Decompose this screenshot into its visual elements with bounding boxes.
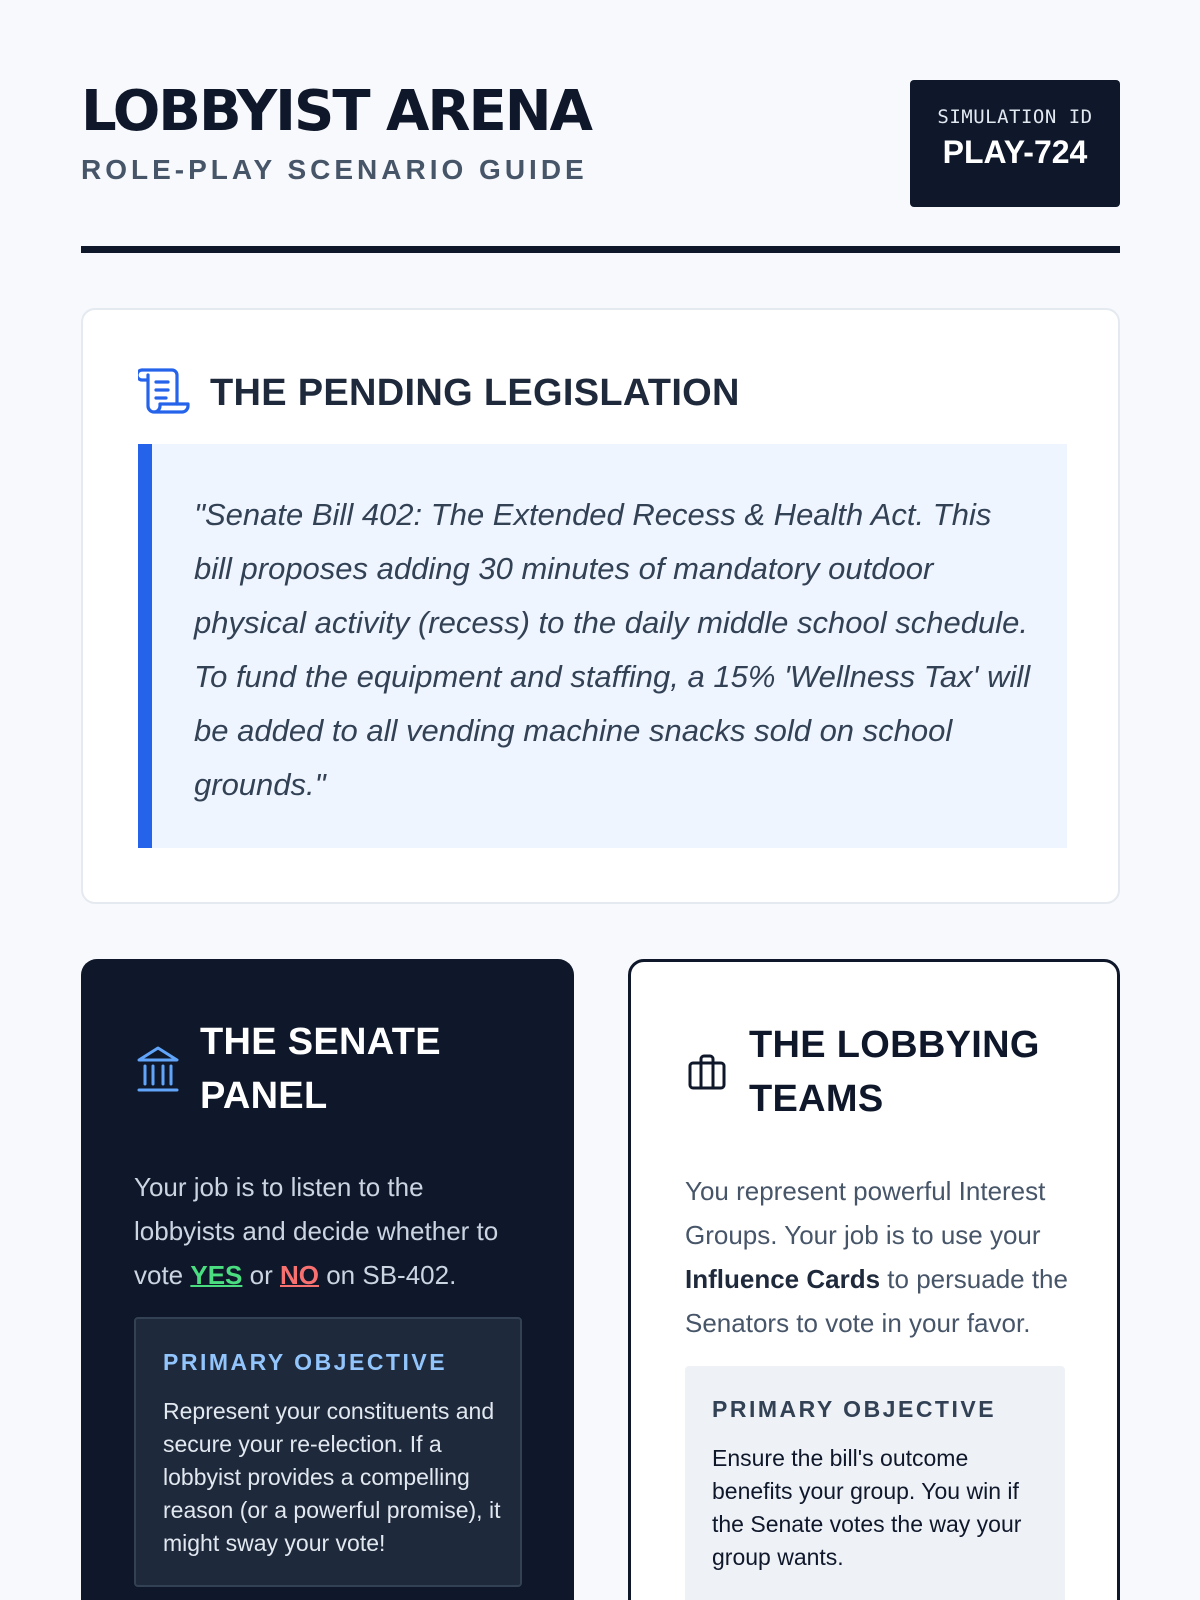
legislation-quote (138, 444, 1067, 848)
page-subtitle: ROLE-PLAY SCENARIO GUIDE (81, 154, 588, 185)
lobbying-objective-box (685, 1366, 1065, 1600)
influence-cards-label: Influence Cards (685, 1264, 881, 1294)
senate-objective-text: Represent your constituents and secure your re-election. If a lobbyist provides a compelling reason (or a powerful promise), it might sway your vote! (163, 1398, 501, 1556)
legislation-quote-text: "Senate Bill 402: The Extended Recess & Health Act. This bill proposes adding 30 minutes of mandatory outdoor physical activity (recess) to the daily middle school schedule. To fund the equipment and staffing, a 15% 'Wellness Tax' will be added to all vending machine snacks sold on school grounds." (194, 497, 1031, 802)
lobbying-objective-text: Ensure the bill's outcome benefits your group. You win if the Senate votes the way your group wants. (712, 1445, 1022, 1570)
senate-objective-box (134, 1317, 522, 1587)
vote-yes-label: YES (190, 1260, 243, 1290)
lobbying-description: You represent powerful Interest Groups. Your job is to use your Influence Cards to persuade the Senators to vote in your favor. (685, 1176, 1068, 1338)
senate-panel-header (136, 1015, 441, 1123)
senate-panel-title: THE SENATE PANEL (200, 1021, 441, 1117)
simulation-id-value: PLAY-724 (942, 134, 1088, 170)
lobbying-objective-label: PRIMARY OBJECTIVE (712, 1396, 997, 1422)
senate-panel-card (81, 959, 574, 1600)
page-title: LOBBYIST ARENA (81, 79, 591, 144)
lobbying-teams-card (628, 959, 1120, 1600)
briefcase-icon (685, 1047, 729, 1097)
senate-objective-label: PRIMARY OBJECTIVE (163, 1349, 448, 1375)
simulation-id-badge (910, 80, 1120, 207)
legislation-header (138, 368, 740, 418)
lobbying-teams-title: THE LOBBYING TEAMS (749, 1024, 1040, 1120)
landmark-icon (136, 1044, 180, 1094)
header-divider (81, 246, 1120, 253)
simulation-id-label: SIMULATION ID (937, 106, 1093, 128)
scroll-icon (138, 366, 190, 421)
lobbying-teams-header (685, 1018, 1040, 1126)
senate-description: Your job is to listen to the lobbyists and decide whether to vote YES or NO on SB-402. (134, 1172, 499, 1290)
vote-no-label: NO (279, 1260, 319, 1290)
legislation-card (81, 308, 1120, 904)
legislation-title: THE PENDING LEGISLATION (210, 371, 740, 414)
page-header (81, 80, 1120, 255)
